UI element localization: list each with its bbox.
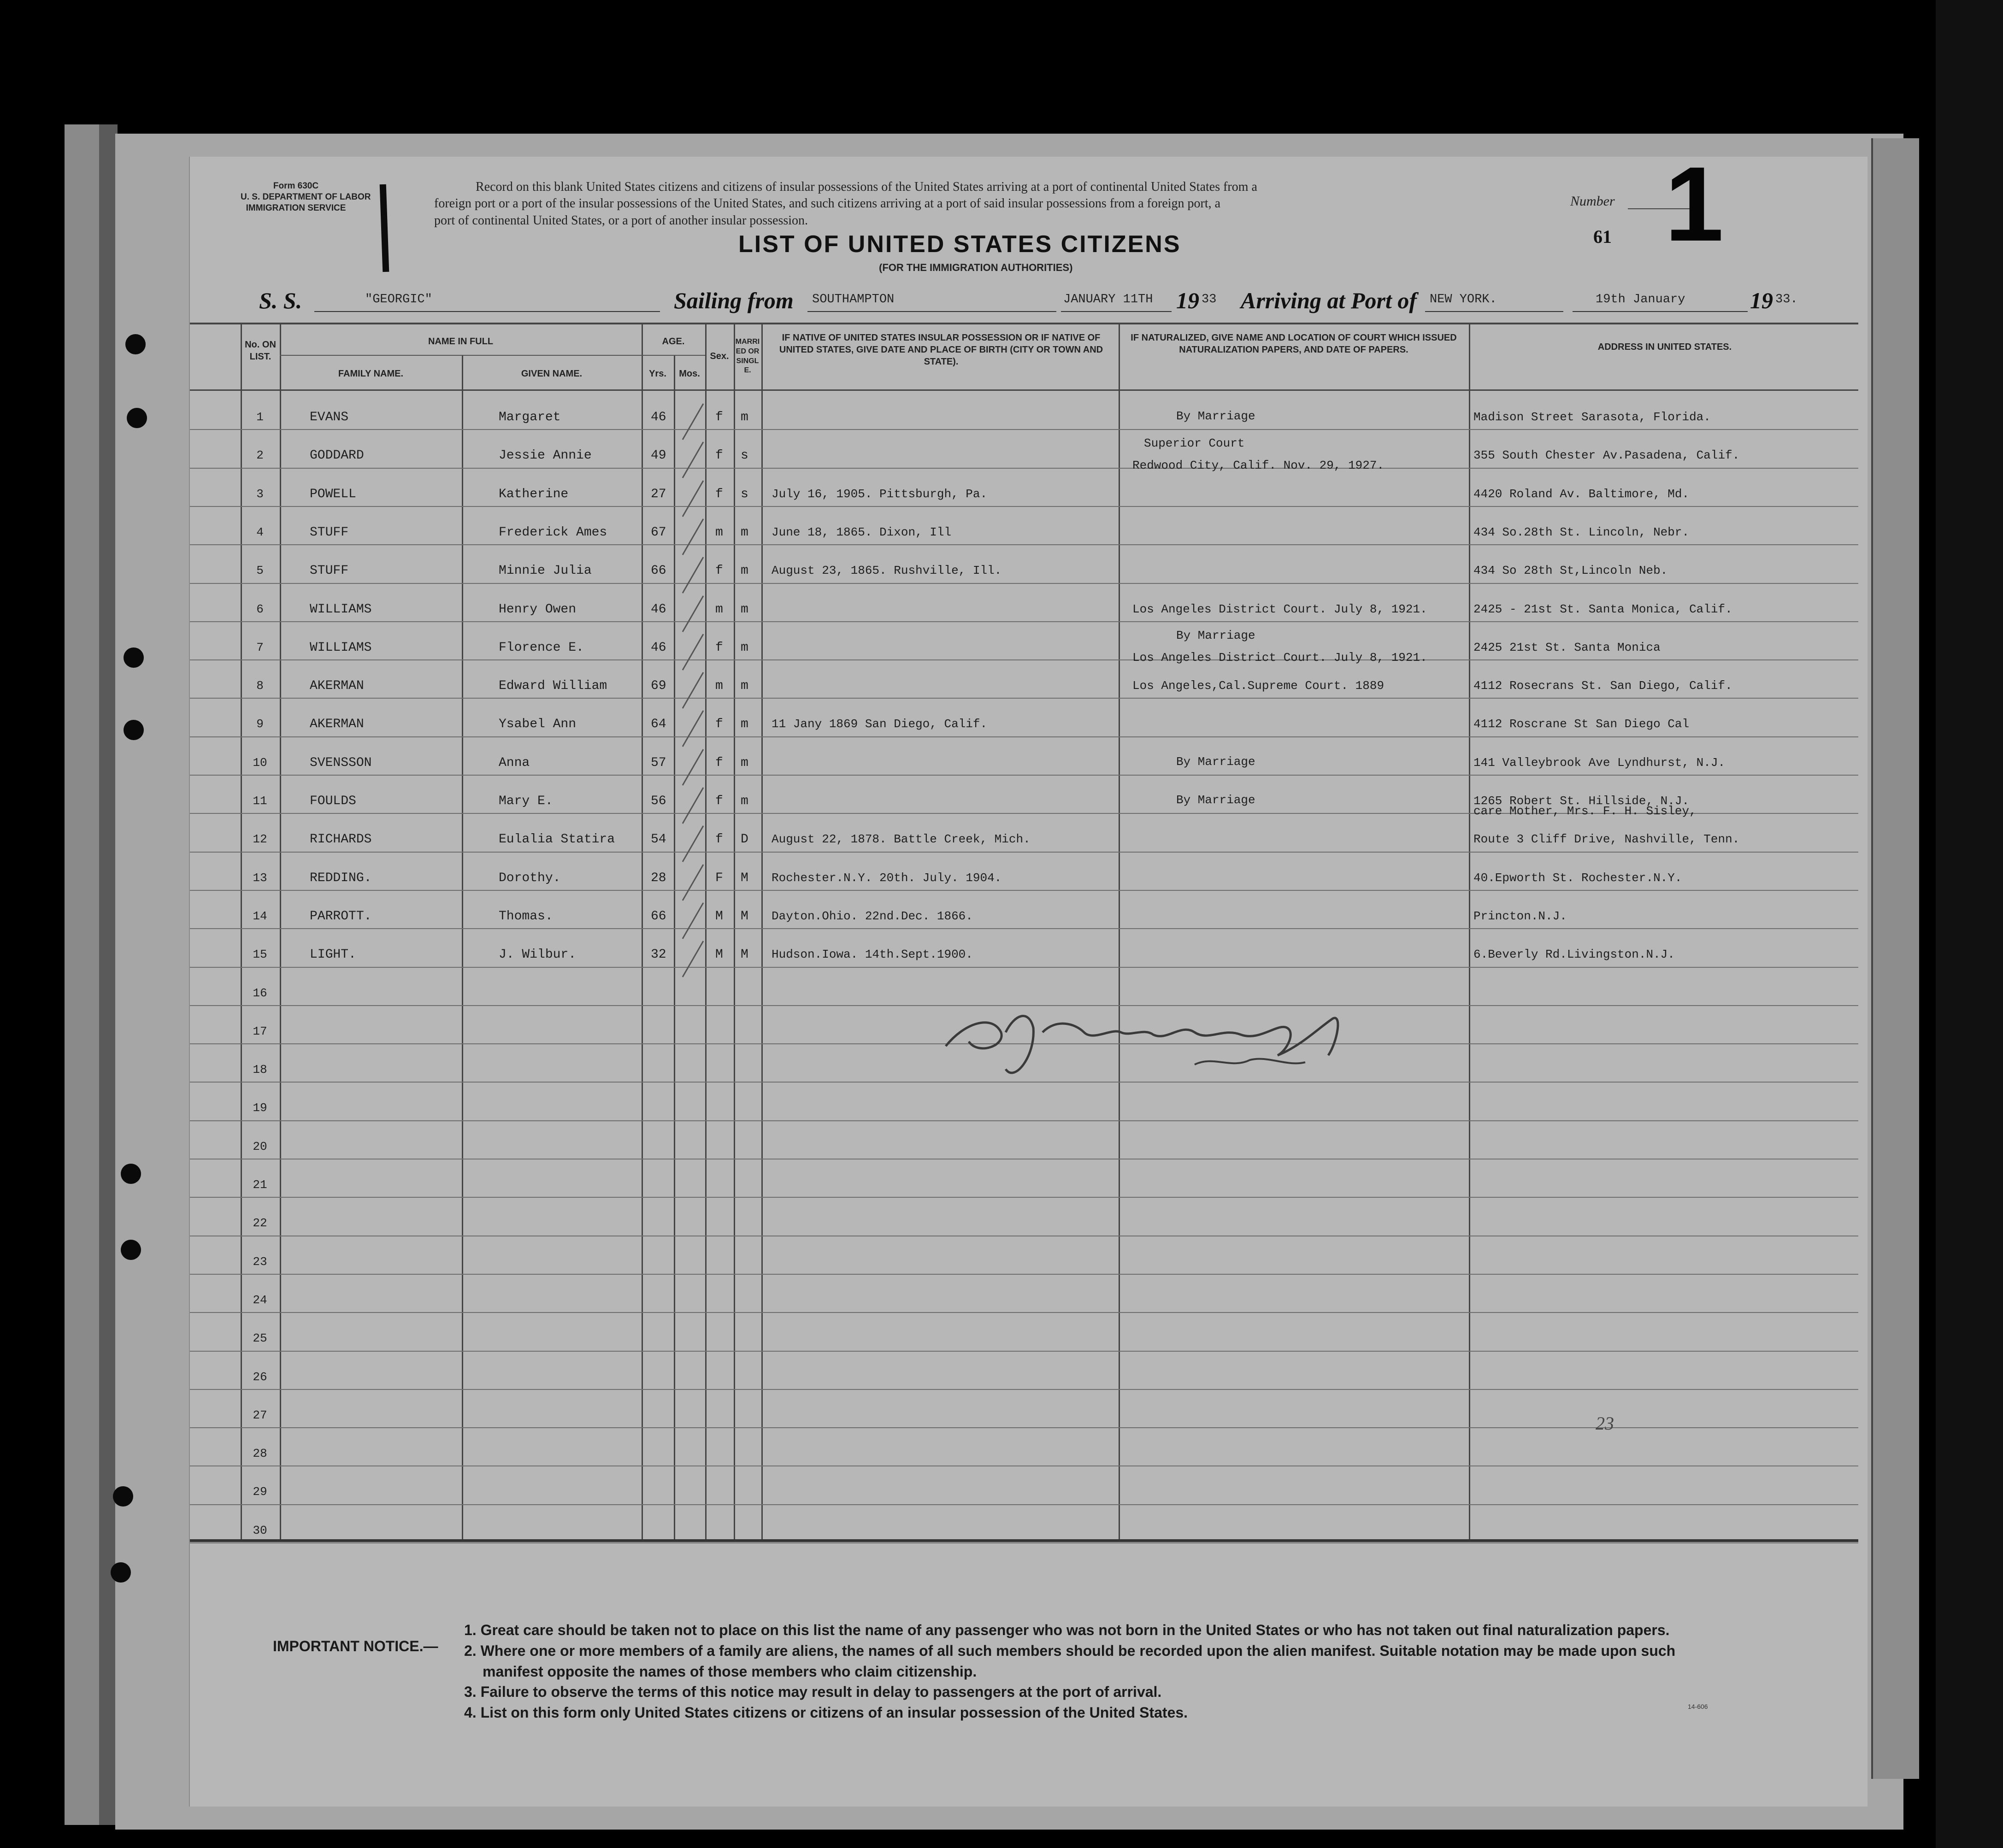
col-divider (642, 323, 643, 1539)
punch-hole (124, 647, 144, 668)
row-rule (190, 1312, 1858, 1313)
row-number: 23 (253, 1254, 267, 1269)
marital-status: m (741, 640, 748, 655)
col-divider (1119, 323, 1120, 1539)
row-rule (190, 468, 1858, 469)
row-rule (190, 1504, 1858, 1505)
row-number: 24 (253, 1293, 267, 1307)
sex: f (715, 755, 723, 770)
address: 40.Epworth St. Rochester.N.Y. (1473, 871, 1682, 885)
birth-info: Rochester.N.Y. 20th. July. 1904. (772, 871, 1002, 885)
check-tick (682, 403, 704, 440)
address: 141 Valleybrook Ave Lyndhurst, N.J. (1473, 755, 1726, 770)
subheader-rule (280, 355, 705, 356)
check-tick (682, 557, 704, 593)
check-tick (682, 480, 704, 517)
check-tick (682, 518, 704, 555)
row-rule (190, 1465, 1858, 1466)
row-rule (190, 852, 1858, 853)
col-divider (241, 323, 242, 1539)
page-edge (1871, 138, 1919, 1779)
punch-hole (125, 334, 146, 354)
department-label: U. S. DEPARTMENT OF LABOR (241, 192, 371, 202)
age-years: 67 (651, 525, 666, 540)
naturalization: By Marriage (1176, 409, 1255, 423)
service-label: IMMIGRATION SERVICE (246, 203, 346, 213)
col-name-header: NAME IN FULL (428, 336, 494, 347)
col-family-header: FAMILY NAME. (338, 369, 404, 379)
address: 434 So.28th St. Lincoln, Nebr. (1473, 525, 1690, 539)
notice-item: 1. Great care should be taken not to place on this list the name of any passenger who was not born in the United States or who has not taken out final naturalization papers. (464, 1622, 1670, 1638)
row-rule (190, 1274, 1858, 1275)
header-bottom-rule (190, 389, 1858, 391)
address: 2425 21st St. Santa Monica (1473, 640, 1661, 654)
year-prefix: 19 (1176, 288, 1199, 313)
family-name: LIGHT. (310, 948, 356, 962)
arrival-year: 33. (1775, 293, 1798, 306)
sex: f (715, 564, 723, 578)
form-title: LIST OF UNITED STATES CITIZENS (738, 231, 1181, 258)
given-name: Dorothy. (499, 871, 561, 885)
row-rule (190, 1351, 1858, 1352)
row-number: 7 (256, 640, 264, 654)
address: 4112 Roscrane St San Diego Cal (1473, 717, 1690, 731)
row-number: 26 (253, 1370, 267, 1384)
marital-status: M (741, 909, 748, 924)
page-number: 61 (1593, 226, 1612, 247)
marital-status: m (741, 410, 748, 424)
naturalization-detail: Los Angeles District Court. July 8, 1921. (1132, 650, 1427, 665)
row-number: 11 (253, 794, 267, 808)
check-tick (682, 595, 704, 632)
age-years: 46 (651, 602, 666, 617)
sex: f (715, 448, 723, 463)
row-rule (190, 967, 1858, 968)
given-name: Minnie Julia (499, 564, 592, 578)
col-sex-header: Sex. (710, 351, 729, 361)
row-number: 28 (253, 1447, 267, 1461)
form-number: Form 630C (273, 181, 319, 191)
family-name: EVANS (310, 410, 349, 424)
row-rule (190, 890, 1858, 891)
given-name: Henry Owen (499, 602, 577, 617)
arrival-date: 19th January (1596, 293, 1685, 306)
notice-item: 4. List on this form only United States citizens or citizens of an insular possession of the United States. (464, 1704, 1188, 1721)
marital-status: m (741, 755, 748, 770)
family-name: AKERMAN (310, 717, 364, 732)
form-code: 14-606 (1688, 1703, 1708, 1710)
row-rule (190, 1120, 1858, 1121)
notice-item: 2. Where one or more members of a family are aliens, the names of all such members should be recorded upon the alien manifest. Suitable notation may be made upon such (464, 1642, 1676, 1659)
check-tick (682, 749, 704, 785)
instruction-line: foreign port or a port of the insular possessions of the United States, and such citizens arriving at a port of said insular possessions from a foreign port, a (434, 196, 1221, 211)
marital-status: m (741, 794, 748, 808)
age-years: 46 (651, 640, 666, 655)
row-rule (190, 429, 1858, 430)
scan-margin (1936, 0, 2003, 1848)
row-number: 2 (256, 448, 264, 463)
birth-info: June 18, 1865. Dixon, Ill (772, 525, 952, 539)
form-subtitle: (FOR THE IMMIGRATION AUTHORITIES) (879, 262, 1073, 273)
address: 2425 - 21st St. Santa Monica, Calif. (1473, 602, 1732, 616)
check-tick (682, 634, 704, 670)
list-number-stamp: 1 (1665, 145, 1724, 263)
notice-item: 3. Failure to observe the terms of this notice may result in delay to passengers at the port of arrival. (464, 1683, 1162, 1701)
sex: f (715, 487, 723, 501)
arrival-port: NEW YORK. (1430, 293, 1497, 306)
row-rule (190, 775, 1858, 776)
marital-status: s (741, 487, 748, 501)
sail-date: JANUARY 11TH (1063, 293, 1153, 306)
inspector-signature (937, 977, 1397, 1097)
marital-status: m (741, 602, 748, 617)
col-mos-header: Mos. (679, 369, 700, 379)
row-number: 18 (253, 1063, 267, 1077)
age-years: 56 (651, 794, 666, 808)
row-rule (190, 736, 1858, 737)
naturalization: Los Angeles District Court. July 8, 1921. (1132, 602, 1427, 616)
naturalization: Los Angeles,Cal.Supreme Court. 1889 (1132, 679, 1384, 693)
sex: f (715, 410, 723, 424)
row-number: 29 (253, 1485, 267, 1499)
check-tick (682, 826, 704, 862)
sex: m (715, 525, 723, 540)
sailing-label: Sailing from (674, 288, 794, 313)
instruction-line: Record on this blank United States citizens and citizens of insular possessions of the United States arriving at a port of continental United States from a (476, 180, 1257, 194)
age-years: 28 (651, 871, 666, 885)
family-name: WILLIAMS (310, 640, 372, 655)
address: 434 So 28th St,Lincoln Neb. (1473, 564, 1668, 578)
year-prefix-2: 19 (1750, 288, 1773, 313)
col-yrs-header: Yrs. (649, 369, 666, 379)
check-tick (682, 902, 704, 939)
handwritten-mark (380, 184, 389, 272)
family-name: PARROTT. (310, 909, 372, 924)
row-number: 21 (253, 1178, 267, 1192)
naturalization: Superior Court (1144, 436, 1245, 451)
given-name: Margaret (499, 410, 561, 424)
age-years: 66 (651, 564, 666, 578)
from-port: SOUTHAMPTON (812, 293, 895, 306)
sex: m (715, 602, 723, 617)
sex: f (715, 640, 723, 655)
given-name: Florence E. (499, 640, 584, 655)
given-name: Katherine (499, 487, 569, 501)
row-number: 13 (253, 871, 267, 885)
notice-heading: IMPORTANT NOTICE.— (273, 1638, 438, 1654)
naturalization-detail: Redwood City, Calif. Nov. 29, 1927. (1132, 459, 1384, 473)
family-name: AKERMAN (310, 679, 364, 694)
row-rule (190, 1197, 1858, 1198)
ship-name: "GEORGIC" (365, 293, 432, 306)
punch-hole (121, 1240, 141, 1260)
given-name: Frederick Ames (499, 525, 607, 540)
row-number: 16 (253, 986, 267, 1000)
citizens-list-form (189, 145, 1868, 1807)
check-tick (682, 787, 704, 824)
col-married-header: MARRIED OR SINGLE. (735, 338, 760, 375)
birth-info: Dayton.Ohio. 22nd.Dec. 1866. (772, 909, 973, 923)
family-name: WILLIAMS (310, 602, 372, 617)
table-bottom-rule (190, 1539, 1858, 1542)
family-name: REDDING. (310, 871, 372, 885)
notice-items (464, 1620, 1675, 1723)
binder-edge (65, 124, 101, 1825)
row-number: 8 (256, 679, 264, 693)
row-number: 30 (253, 1523, 267, 1537)
row-rule (190, 544, 1858, 545)
given-name: Anna (499, 755, 530, 770)
punch-hole (121, 1164, 141, 1184)
punch-hole (113, 1486, 133, 1507)
marital-status: M (741, 871, 748, 885)
age-years: 49 (651, 448, 666, 463)
number-label: Number (1570, 194, 1615, 209)
age-years: 57 (651, 755, 666, 770)
family-name: STUFF (310, 564, 349, 578)
given-name: Thomas. (499, 909, 553, 924)
birth-info: August 23, 1865. Rushville, Ill. (772, 564, 1002, 578)
address: 6.Beverly Rd.Livingston.N.J. (1473, 948, 1675, 962)
sex: F (715, 871, 723, 885)
family-name: SVENSSON (310, 755, 372, 770)
row-number: 19 (253, 1101, 267, 1115)
sex: f (715, 794, 723, 808)
marital-status: M (741, 948, 748, 962)
row-rule (190, 621, 1858, 622)
row-rule (190, 583, 1858, 584)
row-number: 25 (253, 1331, 267, 1346)
col-divider (280, 323, 281, 1539)
marital-status: s (741, 448, 748, 463)
check-tick (682, 442, 704, 478)
birth-info: 11 Jany 1869 San Diego, Calif. (772, 717, 988, 731)
given-name: Ysabel Ann (499, 717, 577, 732)
row-rule (190, 928, 1858, 929)
table-top-rule (190, 323, 1858, 324)
marital-status: m (741, 525, 748, 540)
address: 355 South Chester Av.Pasadena, Calif. (1473, 448, 1740, 463)
form-id-block (241, 181, 371, 213)
marital-status: m (741, 717, 748, 732)
row-number: 5 (256, 564, 264, 578)
row-number: 17 (253, 1024, 267, 1038)
ss-label: S. S. (259, 288, 302, 313)
sex: f (715, 717, 723, 732)
row-number: 27 (253, 1408, 267, 1422)
address: Madison Street Sarasota, Florida. (1473, 410, 1711, 424)
family-name: RICHARDS (310, 832, 372, 847)
col-divider (462, 355, 463, 1539)
row-number: 9 (256, 717, 264, 731)
sex: f (715, 832, 723, 847)
family-name: FOULDS (310, 794, 356, 808)
age-years: 69 (651, 679, 666, 694)
col-age-header: AGE. (662, 336, 685, 347)
birth-info: July 16, 1905. Pittsburgh, Pa. (772, 487, 988, 501)
punch-hole (111, 1562, 131, 1583)
col-divider (674, 355, 675, 1539)
address: Route 3 Cliff Drive, Nashville, Tenn. (1473, 832, 1740, 847)
col-divider (734, 323, 735, 1539)
row-number: 14 (253, 909, 267, 923)
family-name: STUFF (310, 525, 349, 540)
check-tick (682, 711, 704, 747)
check-tick (682, 672, 704, 708)
voyage-line (259, 287, 1872, 319)
row-rule (190, 659, 1858, 660)
col-native-header: IF NATIVE OF UNITED STATES INSULAR POSSESSION OR IF NATIVE OF UNITED STATES, GIVE DATE AND PLACE OF BIRTH (CITY OR TOWN AND STATE). (779, 333, 1103, 367)
row-rule (190, 506, 1858, 507)
family-name: GODDARD (310, 448, 364, 463)
naturalization: By Marriage (1176, 628, 1255, 642)
sex: M (715, 909, 723, 924)
arriving-label: Arriving at Port of (1241, 288, 1417, 313)
row-number: 12 (253, 832, 267, 847)
age-years: 54 (651, 832, 666, 847)
given-name: Jessie Annie (499, 448, 592, 463)
naturalization: By Marriage (1176, 793, 1255, 807)
row-number: 15 (253, 948, 267, 962)
row-number: 3 (256, 487, 264, 501)
col-given-header: GIVEN NAME. (521, 369, 583, 379)
punch-hole (124, 720, 144, 740)
count-annotation: 23 (1596, 1413, 1614, 1434)
row-number: 6 (256, 602, 264, 616)
sex: M (715, 948, 723, 962)
row-rule (190, 698, 1858, 699)
col-address-header: ADDRESS IN UNITED STATES. (1597, 342, 1732, 352)
row-number: 22 (253, 1216, 267, 1230)
age-years: 66 (651, 909, 666, 924)
col-no-header: No. ON LIST. (245, 340, 276, 362)
given-name: Eulalia Statira (499, 832, 615, 847)
address: 4112 Rosecrans St. San Diego, Calif. (1473, 679, 1732, 693)
check-tick (682, 941, 704, 977)
address: 1265 Robert St. Hillside, N.J. (1473, 794, 1690, 808)
notice-item: manifest opposite the names of those members who claim citizenship. (483, 1663, 977, 1680)
row-number: 4 (256, 525, 264, 539)
address: 4420 Roland Av. Baltimore, Md. (1473, 487, 1690, 501)
sex: m (715, 679, 723, 694)
col-divider (1469, 323, 1470, 1539)
marital-status: m (741, 679, 748, 694)
punch-hole (127, 408, 147, 428)
row-rule (190, 1389, 1858, 1390)
birth-info: August 22, 1878. Battle Creek, Mich. (772, 832, 1031, 847)
age-years: 27 (651, 487, 666, 501)
given-name: Mary E. (499, 794, 553, 808)
col-naturalized-header: IF NATURALIZED, GIVE NAME AND LOCATION OF COURT WHICH ISSUED NATURALIZATION PAPERS, AND DATE OF PAPERS. (1131, 333, 1457, 355)
instruction-text (434, 179, 1257, 229)
row-number: 10 (253, 755, 267, 770)
marital-status: m (741, 564, 748, 578)
sail-year: 33 (1202, 293, 1217, 306)
row-number: 1 (256, 410, 264, 424)
instruction-line: port of continental United States, or a port of another insular possession. (434, 213, 808, 228)
address: Princton.N.J. (1473, 909, 1567, 923)
age-years: 32 (651, 948, 666, 962)
check-tick (682, 864, 704, 900)
age-years: 46 (651, 410, 666, 424)
col-divider (705, 323, 707, 1539)
age-years: 64 (651, 717, 666, 732)
marital-status: D (741, 832, 748, 847)
given-name: J. Wilbur. (499, 948, 577, 962)
family-name: POWELL (310, 487, 356, 501)
row-rule (190, 1542, 1858, 1543)
naturalization: By Marriage (1176, 754, 1255, 769)
address-detail: care Mother, Mrs. F. H. Sisley, (1473, 804, 1697, 818)
row-number: 20 (253, 1139, 267, 1154)
birth-info: Hudson.Iowa. 14th.Sept.1900. (772, 948, 973, 962)
col-divider (761, 323, 763, 1539)
given-name: Edward William (499, 679, 607, 694)
